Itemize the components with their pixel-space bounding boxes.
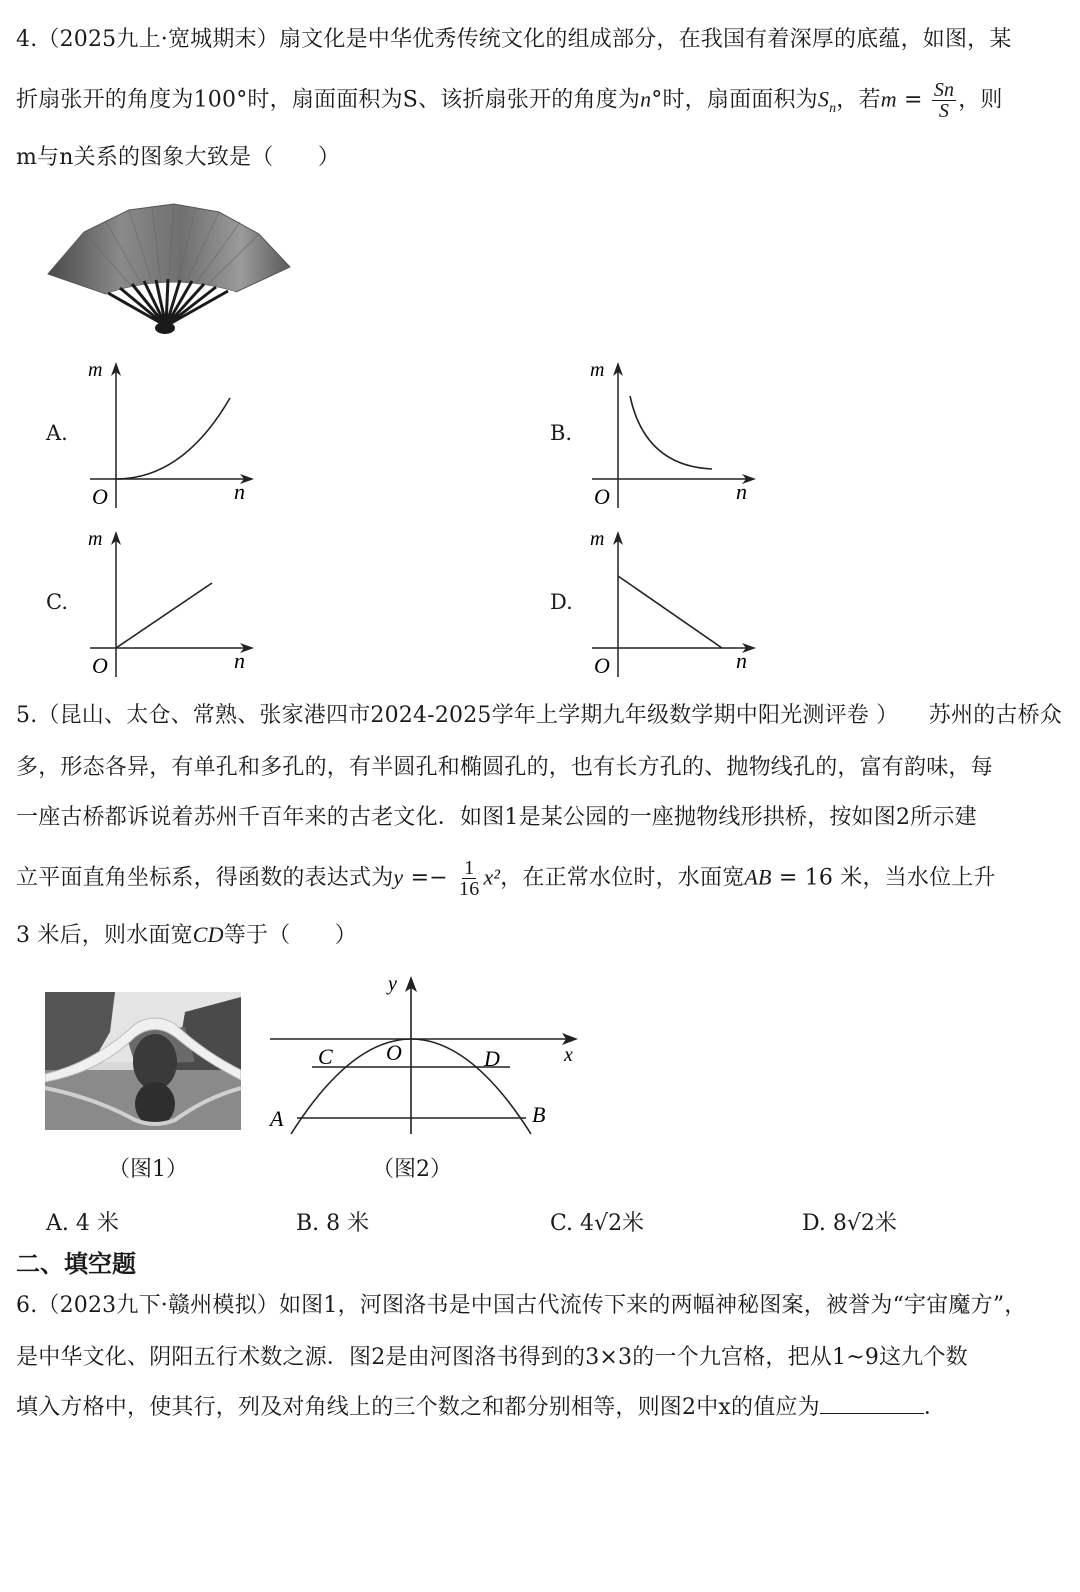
choice-value: 8√2米 [832,1211,897,1236]
q4-option-d[interactable]: D. [550,590,573,614]
section-title-fill-in: 二、填空题 [16,1250,136,1278]
axis-n-label: n [736,479,747,504]
arch-bridge-image [45,992,241,1130]
q6-text: ． [923,1395,947,1420]
q4-option-b[interactable]: B. [550,421,573,445]
axis-x-label: x [564,1044,573,1066]
q4-var-m: m [880,86,897,112]
q4-text: 折扇张开的角度为100°时，扇面面积为S、该折扇张开的角度为 [16,87,641,113]
choice-value: 4 米 [75,1211,119,1236]
fraction-denominator: 16 [459,878,480,900]
q4-text: ，若 [836,87,881,113]
point-d-label: D [484,1046,500,1071]
axis-n-label: n [234,479,245,504]
q5-choice-d[interactable] [802,1206,897,1237]
q5-text: 3 米后，则水面宽 [16,923,193,948]
q4-text: ，则 [958,87,1003,113]
q4-line-2 [16,80,1062,121]
q5-var-CD: CD [192,922,224,947]
q4-option-d-graph[interactable] [590,527,765,682]
parabola-diagram [264,968,594,1138]
q4-line-1 [16,22,1062,53]
axis-n-label: n [736,648,747,673]
q4-var-S: S [817,86,830,112]
choice-label: A. [46,1211,69,1236]
q5-line-3: 一座古桥都诉说着苏州千百年来的古老文化．如图1是某公园的一座抛物线形拱桥，按如图2所示建 [16,805,977,830]
point-c-label: C [318,1044,333,1069]
q4-option-b-graph[interactable] [590,358,765,513]
choice-value: 4√2米 [580,1211,645,1236]
q6-text: 填入方格中，使其行，列及对角线上的三个数之和都分别相等，则图2中x的值应为 [16,1395,820,1420]
q5-var-x-squared: x² [483,864,501,890]
origin-label: O [386,1040,402,1065]
fraction-numerator: 1 [464,857,475,879]
q5-text: 等于（ ） [223,923,357,948]
q5-line-4 [16,858,1062,899]
folding-fan-image [44,192,294,337]
q5-fraction [457,858,481,899]
axis-m-label: m [590,528,605,550]
fraction-numerator: Sn [933,79,955,101]
q5-line-1 [16,698,1062,729]
q4-text: 扇文化是中华优秀传统文化的组成部分，在我国有着深厚的底蕴，如图，某 [278,27,1012,52]
answer-blank[interactable] [820,1393,924,1414]
fig2-caption: （图2） [372,1157,452,1182]
q4-option-c[interactable]: C. [46,590,68,614]
q4-line-3: m与n关系的图象大致是（ ） [16,145,341,170]
axis-m-label: m [88,528,103,550]
q6-source: （2023九下·赣州模拟） [37,1293,279,1318]
q5-line-5 [16,918,1062,949]
q6-text: 如图1，河图洛书是中国古代流传下来的两幅神秘图案，被誉为“宇宙魔方”， [278,1293,1027,1318]
q5-text: = 16 米，当水位上升 [771,865,996,891]
q4-option-a-graph[interactable] [88,358,263,513]
axis-m-label: m [590,359,605,381]
axis-m-label: m [88,359,103,381]
q5-text: 立平面直角坐标系，得函数的表达式为 [16,865,394,891]
point-a-label: A [270,1106,284,1131]
q4-source: （2025九上·宽城期末） [37,27,279,52]
q6-line-3 [16,1390,1062,1421]
q5-choice-c[interactable] [550,1206,644,1237]
q4-equals: = [896,87,930,113]
axis-n-label: n [234,648,245,673]
choice-value: 8 米 [326,1211,370,1236]
q4-number: 4. [16,27,38,52]
q4-var-n: n [640,86,652,112]
q5-choice-a[interactable] [46,1206,119,1237]
q5-text: ，在正常水位时，水面宽 [500,865,745,891]
choice-label: C. [550,1211,574,1236]
q5-line-2: 多，形态各异，有单孔和多孔的，有半圆孔和椭圆孔的，也有长方孔的、抛物线孔的，富有韵味，每 [16,755,993,780]
q4-fraction [932,80,956,121]
q5-source: （昆山、太仓、常熟、张家港四市2024-2025学年上学期九年级数学期中阳光测评卷 ） [37,703,899,728]
origin-label: O [92,653,108,678]
q5-equals: =− [403,865,456,891]
q4-option-c-graph[interactable] [88,527,263,682]
q6-line-1 [16,1288,1062,1319]
q6-number: 6. [16,1293,38,1318]
q5-choice-b[interactable] [296,1206,369,1237]
origin-label: O [92,484,108,509]
q5-text: 苏州的古桥众 [928,703,1062,728]
q4-option-a[interactable]: A. [46,421,68,445]
origin-label: O [594,484,610,509]
q5-var-AB: AB [744,864,772,890]
q5-number: 5. [16,703,38,728]
fig1-caption: （图1） [108,1157,188,1182]
q6-line-2: 是中华文化、阴阳五行术数之源．图2是由河图洛书得到的3×3的一个九宫格，把从1~9这九个数 [16,1345,968,1370]
choice-label: D. [802,1211,826,1236]
fraction-denominator: S [938,100,950,122]
point-b-label: B [532,1102,546,1127]
choice-label: B. [296,1211,320,1236]
q4-text: °时，扇面面积为 [651,87,818,113]
q4-sub-n: n [829,100,837,116]
axis-y-label: y [388,973,397,995]
origin-label: O [594,653,610,678]
q5-var-y: y [393,864,404,890]
